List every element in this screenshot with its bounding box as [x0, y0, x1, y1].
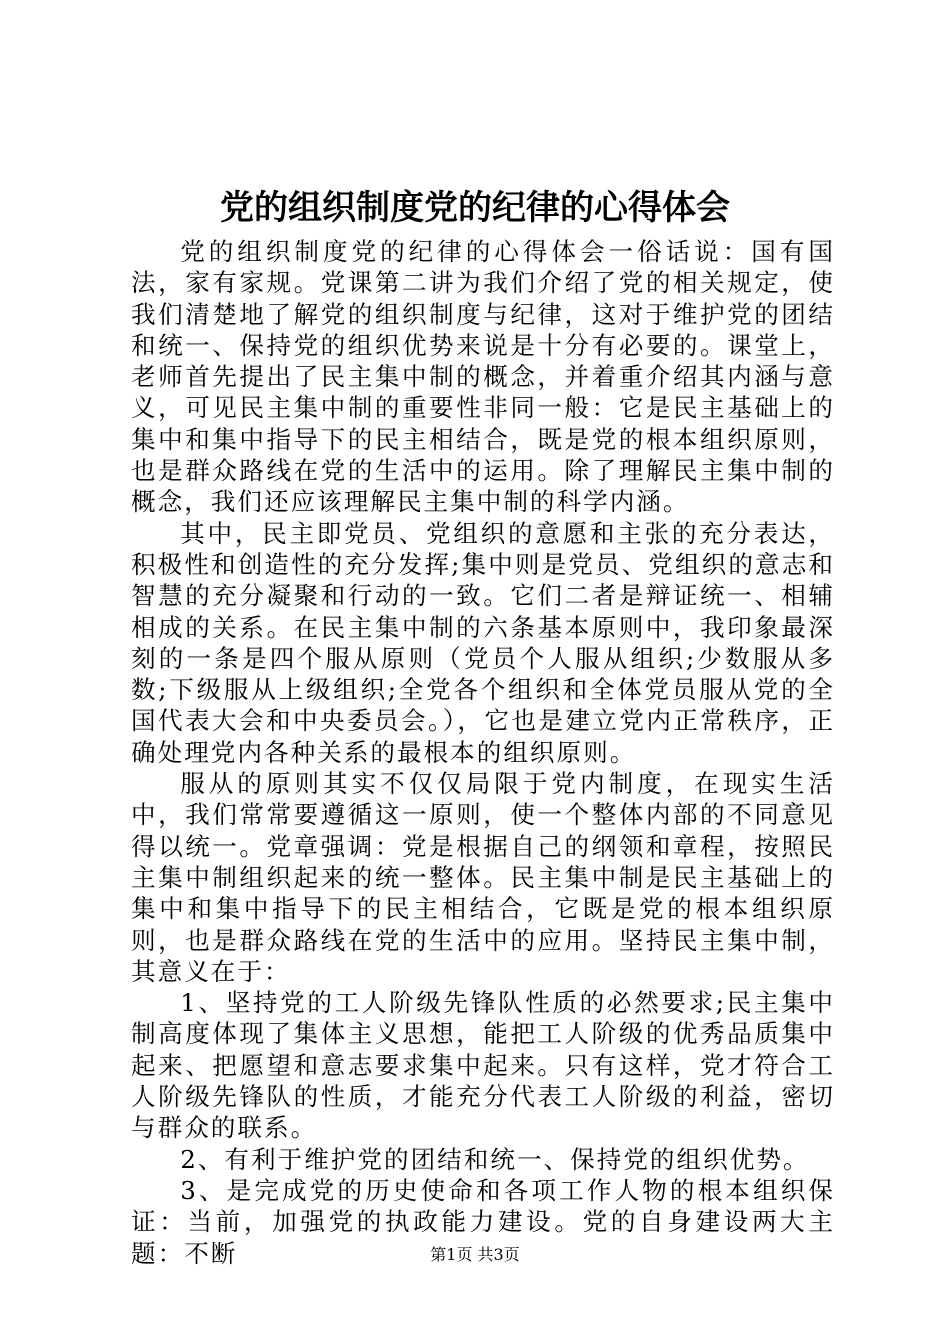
document-title: 党的组织制度党的纪律的心得体会	[220, 188, 730, 228]
paragraph-1: 党的组织制度党的纪律的心得体会一俗话说：国有国法，家有家规。党课第二讲为我们介绍了党的相关规定，使我们清楚地了解党的组织制度与纪律，这对于维护党的团结和统一、保持党的组织优势来说是十分有必要的。课堂上，老师首先提出了民主集中制的概念，并着重介绍其内涵与意义，可见民主集中制的重要性非同一般：它是民主基础上的集中和集中指导下的民主相结合，既是党的根本组织原则，也是群众路线在党的生活中的运用。除了理解民主集中制的概念，我们还应该理解民主集中制的科学内涵。	[131, 237, 835, 517]
paragraph-6: 3、是完成党的历史使命和各项工作人物的根本组织保证：当前，加强党的执政能力建设。党的自身建设两大主题：不断	[131, 1175, 835, 1268]
paragraph-2: 其中，民主即党员、党组织的意愿和主张的充分表达，积极性和创造性的充分发挥;集中则是党员、党组织的意志和智慧的充分凝聚和行动的一致。它们二者是辩证统一、相辅相成的关系。在民主集中制的六条基本原则中，我印象最深刻的一条是四个服从原则（党员个人服从组织;少数服从多数;下级服从上级组织;全党各个组织和全体党员服从党的全国代表大会和中央委员会。），它也是建立党内正常秩序，正确处理党内各种关系的最根本的组织原则。	[131, 518, 835, 767]
page-number-footer: 第1页 共3页	[430, 1245, 520, 1264]
document-body	[131, 236, 835, 1269]
paragraph-4: 1、坚持党的工人阶级先锋队性质的必然要求;民主集中制高度体现了集体主义思想，能把工人阶级的优秀品质集中起来、把愿望和意志要求集中起来。只有这样，党才符合工人阶级先锋队的性质，才能充分代表工人阶级的利益，密切与群众的联系。	[131, 988, 835, 1143]
paragraph-5: 2、有利于维护党的团结和统一、保持党的组织优势。	[180, 1144, 810, 1174]
paragraph-3: 服从的原则其实不仅仅局限于党内制度，在现实生活中，我们常常要遵循这一原则，使一个整体内部的不同意见得以统一。党章强调：党是根据自己的纲领和章程，按照民主集中制组织起来的统一整体。民主集中制是民主基础上的集中和集中指导下的民主相结合，它既是党的根本组织原则，也是群众路线在党的生活中的应用。坚持民主集中制，其意义在于：	[131, 769, 835, 986]
